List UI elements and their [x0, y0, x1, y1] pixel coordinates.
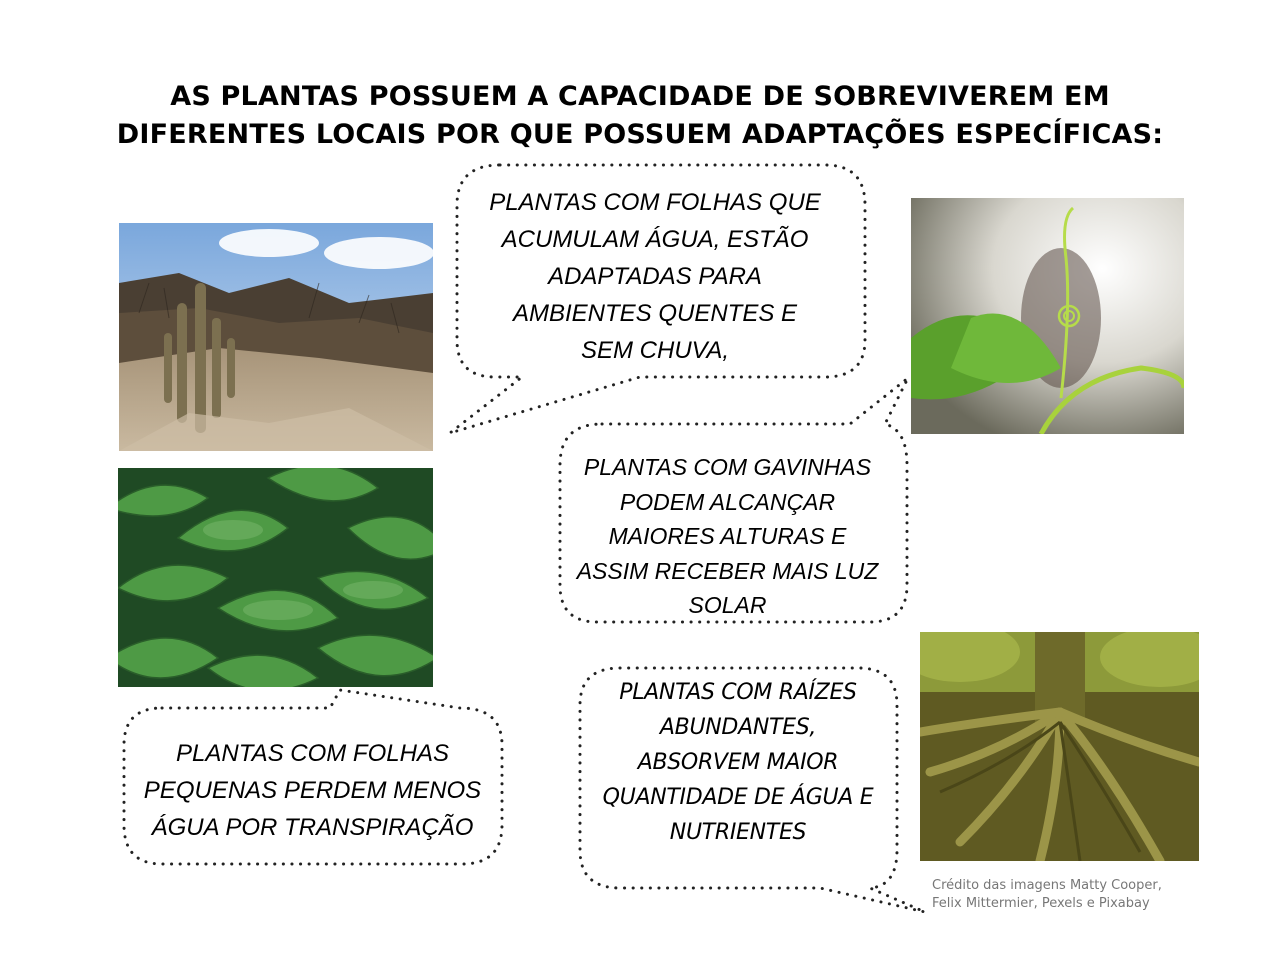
title-line-1: AS PLANTAS POSSUEM A CAPACIDADE DE SOBREVIVEREM EM [170, 81, 1110, 112]
bubble-line: ABUNDANTES, [659, 715, 817, 740]
roots-photo [920, 632, 1199, 861]
bubble-line: PEQUENAS PERDEM MENOS [143, 777, 482, 804]
bubble-line: NUTRIENTES [669, 820, 807, 845]
bubble-line: PLANTAS COM FOLHAS QUE [489, 189, 821, 216]
bubble-line: ASSIM RECEBER MAIS LUZ [576, 557, 879, 584]
bubble-line: PLANTAS COM FOLHAS [176, 740, 449, 767]
bubble-text-roots [583, 675, 893, 850]
title-line-2: DIFERENTES LOCAIS POR QUE POSSUEM ADAPTAÇÕES ESPECÍFICAS: [116, 119, 1164, 150]
bubble-line: ABSORVEM MAIOR [637, 750, 839, 775]
bubble-line: PLANTAS COM GAVINHAS [583, 454, 872, 480]
bubble-line: PODEM ALCANÇAR [619, 488, 836, 515]
bubble-line: SEM CHUVA, [580, 337, 730, 364]
bubble-line: PLANTAS COM RAÍZES [619, 680, 857, 705]
bubble-line: ACUMULAM ÁGUA, ESTÃO [501, 226, 809, 253]
image-credits [932, 877, 1162, 913]
page-title [60, 78, 1220, 154]
credit-line-1: Crédito das imagens Matty Cooper, [932, 878, 1162, 893]
bubble-line: ÁGUA POR TRANSPIRAÇÃO [151, 814, 474, 841]
credit-line-2: Felix Mittermier, Pexels e Pixabay [932, 896, 1150, 911]
cactus-photo [119, 223, 433, 451]
tendril-photo [911, 198, 1184, 434]
bubble-line: SOLAR [688, 592, 767, 618]
bubble-line: AMBIENTES QUENTES E [512, 300, 798, 327]
bubble-line: ADAPTADAS PARA [548, 263, 762, 290]
bubble-line: QUANTIDADE DE ÁGUA E [602, 785, 874, 810]
leaves-photo [118, 468, 433, 687]
bubble-line: MAIORES ALTURAS E [608, 523, 847, 549]
bubble-text-tendrils [555, 450, 900, 623]
bubble-text-water-leaves [455, 184, 855, 369]
bubble-text-small-leaves [120, 735, 505, 846]
